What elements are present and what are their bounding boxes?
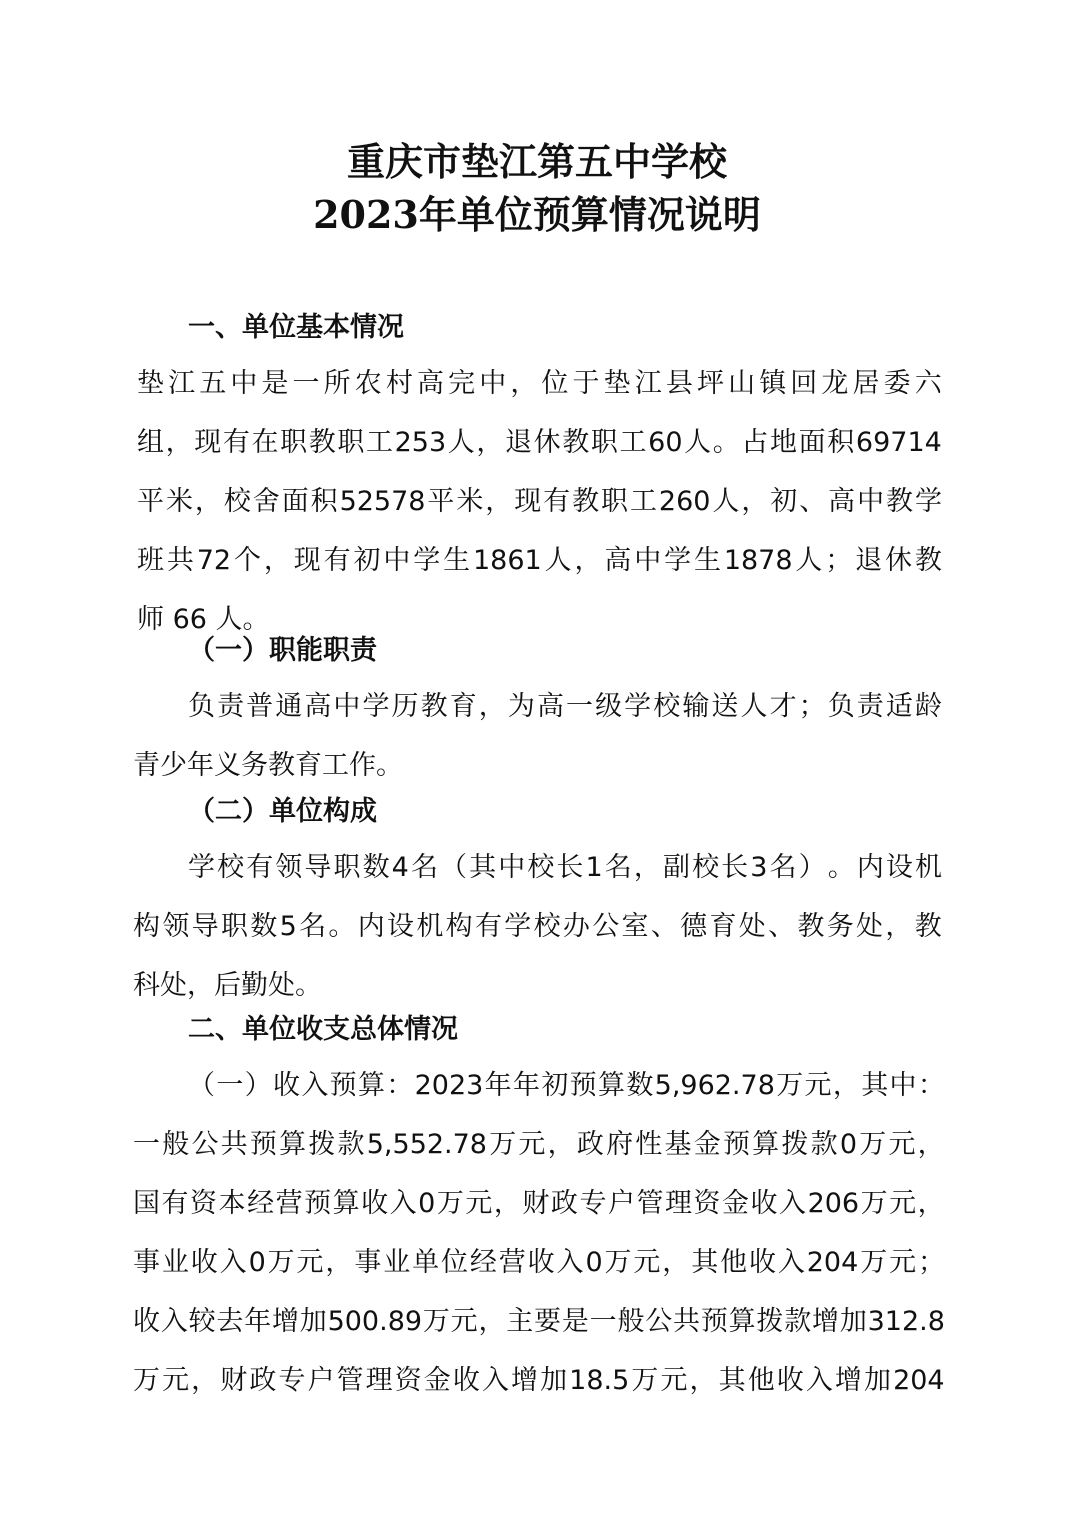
- paragraph-line: 垫 江 五 中 是 一 所 农 村 高 完 中 ， 位 于 垫 江 县 坪 山 镇 回 龙 居 委 六: [137, 368, 942, 399]
- paragraph-line: 科处，后勤处。: [133, 970, 322, 1001]
- paragraph-duties: [133, 677, 942, 795]
- paragraph-line: （ 一 ） 收 入 预 算 ： 2023 年 年 初 预 算 数 5,962.78 万 元 ， 其 中 ：: [188, 1070, 945, 1101]
- paragraph-line: 负 责 普 通 高 中 学 历 教 育 ， 为 高 一 级 学 校 输 送 人 才 ； 负 责 适 龄: [188, 691, 942, 722]
- document-title-line1: 重庆市垫江第五中学校: [346, 139, 727, 184]
- section-heading-budget-overview: 二、单位收支总体情况: [188, 1014, 458, 1045]
- paragraph-line: 国 有 资 本 经 营 预 算 收 入 0 万 元 ， 财 政 专 户 管 理 资 金 收 入 206 万 元 ，: [133, 1188, 945, 1219]
- paragraph-line: 万 元 ， 财 政 专 户 管 理 资 金 收 入 增 加 18.5 万 元 ， 其 他 收 入 增 加 204: [133, 1365, 945, 1396]
- subsection-heading-duties: （一）职能职责: [188, 635, 377, 666]
- paragraph-line: 事 业 收 入 0 万 元 ， 事 业 单 位 经 营 收 入 0 万 元 ， 其 他 收 入 204 万 元 ；: [133, 1247, 945, 1278]
- paragraph-line: 班 共 72 个 ， 现 有 初 中 学 生 1861 人 ， 高 中 学 生 1878 人 ； 退 休 教: [137, 545, 942, 576]
- subsection-heading-composition: （二）单位构成: [188, 796, 377, 827]
- paragraph-line: 收 入 较 去 年 增 加 500.89 万 元 ， 主 要 是 一 般 公 共 预 算 拨 款 增 加 312.8: [133, 1306, 945, 1337]
- section-heading-basic-info: 一、单位基本情况: [188, 312, 404, 343]
- paragraph-composition: [133, 838, 942, 1015]
- paragraph-line: 平 米 ， 校 舍 面 积 52578 平 米 ， 现 有 教 职 工 260 人 ， 初 、 高 中 教 学: [137, 486, 942, 517]
- paragraph-basic-info: [137, 354, 942, 649]
- paragraph-line: 一 般 公 共 预 算 拨 款 5,552.78 万 元 ， 政 府 性 基 金 预 算 拨 款 0 万 元 ，: [133, 1129, 945, 1160]
- paragraph-line: 青少年义务教育工作。: [133, 750, 403, 781]
- paragraph-line: 组 ， 现 有 在 职 教 职 工 253 人 ， 退 休 教 职 工 60 人 。 占 地 面 积 69714: [137, 427, 942, 458]
- paragraph-line: 学 校 有 领 导 职 数 4 名 （ 其 中 校 长 1 名 ， 副 校 长 3 名 ） 。 内 设 机: [188, 852, 942, 883]
- document-title-line2: 2023年单位预算情况说明: [313, 192, 761, 237]
- paragraph-line: 构 领 导 职 数 5 名 。 内 设 机 构 有 学 校 办 公 室 、 德 育 处 、 教 务 处 ， 教: [133, 911, 942, 942]
- paragraph-line: 师 66 人。: [137, 604, 270, 635]
- paragraph-income-budget: [133, 1056, 945, 1410]
